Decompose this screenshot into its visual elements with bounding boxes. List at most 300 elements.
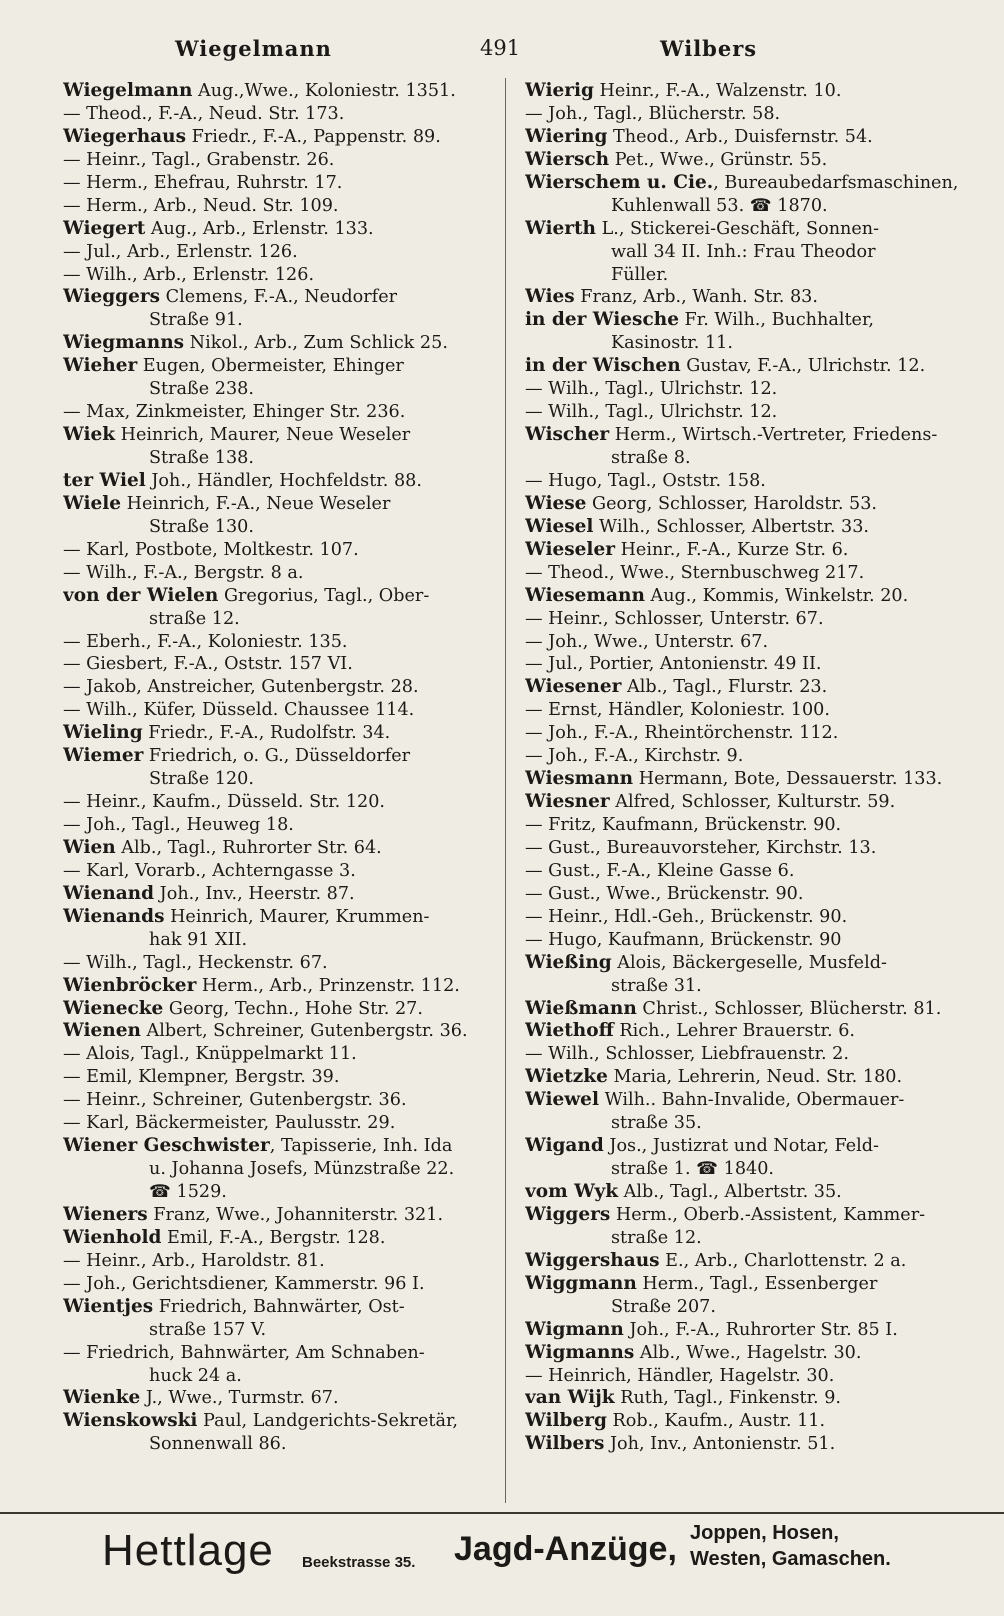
entry-details: J., Wwe., Turmstr. 67. <box>140 1388 339 1409</box>
directory-entry-line <box>525 1089 965 1112</box>
entry-details: — Herm., Ehefrau, Ruhrstr. 17. <box>63 172 343 193</box>
directory-entry-line <box>525 699 965 722</box>
directory-entry-line <box>63 1227 505 1250</box>
entry-surname: in der Wischen <box>525 355 681 377</box>
directory-entry-line <box>63 631 505 654</box>
directory-entry-line <box>525 126 965 149</box>
entry-surname: Wien <box>63 836 116 858</box>
entry-details: — Giesbert, F.-A., Oststr. 157 VI. <box>63 654 353 675</box>
entry-details: — Jul., Portier, Antonienstr. 49 II. <box>525 654 822 675</box>
directory-entry-line <box>63 539 505 562</box>
entry-details: — Wilh., Arb., Erlenstr. 126. <box>63 264 315 285</box>
entry-details: Aug., Arb., Erlenstr. 133. <box>145 218 374 239</box>
directory-entry-line <box>525 286 965 309</box>
directory-entry-line <box>525 378 965 401</box>
entry-details: Theod., Arb., Duisfernstr. 54. <box>607 126 873 147</box>
entry-surname: Wiggmann <box>525 1272 637 1294</box>
directory-entry-line <box>525 447 965 470</box>
entry-details: — Gust., F.-A., Kleine Gasse 6. <box>525 860 795 881</box>
directory-entry-line <box>63 241 505 264</box>
ad-main-text: Jagd-Anzüge, <box>454 1530 677 1568</box>
entry-details: Joh., Händler, Hochfeldstr. 88. <box>145 470 422 491</box>
directory-entry-line <box>63 929 505 952</box>
entry-details: wall 34 II. Inh.: Frau Theodor <box>611 241 876 262</box>
entry-details: Albert, Schreiner, Gutenbergstr. 36. <box>140 1021 468 1042</box>
directory-entry-line <box>63 1365 505 1388</box>
directory-entry-line <box>63 1181 505 1204</box>
entry-surname: Wierschem u. Cie. <box>525 171 714 193</box>
entry-details: E., Arb., Charlottenstr. 2 a. <box>659 1250 907 1271</box>
directory-entry-line <box>63 608 505 631</box>
entry-details: — Heinr., Schreiner, Gutenbergstr. 36. <box>63 1090 407 1111</box>
entry-details: Gustav, F.-A., Ulrichstr. 12. <box>680 356 926 377</box>
entry-surname: Wiegerhaus <box>63 125 187 147</box>
page-header <box>0 32 1004 68</box>
directory-entry-line <box>525 722 965 745</box>
directory-entry-line <box>525 631 965 654</box>
directory-entry-line <box>63 1410 505 1433</box>
entry-details: Kasinostr. 11. <box>611 333 733 354</box>
entry-details: — Karl, Bäckermeister, Paulusstr. 29. <box>63 1113 396 1134</box>
entry-details: — Joh., Tagl., Blücherstr. 58. <box>525 103 781 124</box>
entry-details: straße 31. <box>611 975 702 996</box>
entry-surname: Wies <box>525 286 575 308</box>
entry-details: — Gust., Bureauvorsteher, Kirchstr. 13. <box>525 837 877 858</box>
directory-entry-line <box>63 768 505 791</box>
entry-details: Aug., Kommis, Winkelstr. 20. <box>644 585 909 606</box>
entry-surname: Wiethoff <box>525 1020 614 1042</box>
entry-details: Füller. <box>611 264 669 285</box>
directory-entry-line <box>525 493 965 516</box>
directory-entry-line <box>525 768 965 791</box>
entry-surname: Wiesmann <box>525 768 634 790</box>
entry-surname: Wiesemann <box>525 584 645 606</box>
entry-details: Alb., Tagl., Flurstr. 23. <box>621 677 828 698</box>
directory-entry-line <box>63 378 505 401</box>
directory-entry-line <box>525 218 965 241</box>
directory-entry-line <box>525 1227 965 1250</box>
entry-surname: Wienhold <box>63 1226 162 1248</box>
left-column <box>63 80 505 1456</box>
entry-details: — Eberh., F.-A., Koloniestr. 135. <box>63 631 348 652</box>
directory-entry-line <box>63 952 505 975</box>
directory-entry-line <box>525 1296 965 1319</box>
directory-entry-line <box>63 1158 505 1181</box>
directory-entry-line <box>525 1158 965 1181</box>
ad-address: Beekstrasse 35. <box>302 1554 416 1571</box>
entry-details: hak 91 XII. <box>149 929 248 950</box>
page-number: 491 <box>480 36 521 60</box>
entry-surname: Wilberg <box>525 1410 607 1432</box>
directory-entry-line <box>525 195 965 218</box>
directory-entry-line <box>63 860 505 883</box>
entry-details: Maria, Lehrerin, Neud. Str. 180. <box>607 1067 903 1088</box>
directory-entry-line <box>63 264 505 287</box>
entry-surname: Wieher <box>63 355 138 377</box>
directory-entry-line <box>63 998 505 1021</box>
entry-surname: Wiersch <box>525 148 610 170</box>
directory-entry-line <box>63 676 505 699</box>
directory-entry-line <box>525 975 965 998</box>
entry-surname: Wiggershaus <box>525 1249 660 1271</box>
entry-details: Emil, F.-A., Bergstr. 128. <box>161 1227 386 1248</box>
entry-surname: Wienbröcker <box>63 974 197 996</box>
entry-surname: Wießmann <box>525 997 637 1019</box>
entry-details: — Heinrich, Händler, Hagelstr. 30. <box>525 1365 835 1386</box>
entry-surname: Wierig <box>525 80 594 101</box>
directory-entry-line <box>525 906 965 929</box>
directory-entry-line <box>63 1319 505 1342</box>
directory-entry-line <box>63 401 505 424</box>
directory-entry-line <box>63 1089 505 1112</box>
directory-entry-line <box>63 585 505 608</box>
directory-entry-line <box>63 837 505 860</box>
directory-entry-line <box>63 562 505 585</box>
entry-surname: Wienecke <box>63 997 164 1019</box>
directory-entry-line <box>63 195 505 218</box>
entry-details: Hermann, Bote, Dessauerstr. 133. <box>633 769 943 790</box>
directory-entry-line <box>63 906 505 929</box>
entry-details: Heinrich, F.-A., Neue Weseler <box>121 493 391 514</box>
entry-details: Rob., Kaufm., Austr. 11. <box>606 1411 826 1432</box>
entry-details: — Gust., Wwe., Brückenstr. 90. <box>525 883 804 904</box>
directory-entry-line <box>525 929 965 952</box>
ad-items-line-2: Westen, Gamaschen. <box>690 1548 891 1570</box>
directory-entry-line <box>525 608 965 631</box>
entry-details: Wilh.. Bahn-Invalide, Obermauer- <box>598 1090 905 1111</box>
entry-surname: Wiese <box>525 492 587 514</box>
entry-details: — Ernst, Händler, Koloniestr. 100. <box>525 700 830 721</box>
header-right-keyword: Wilbers <box>660 36 758 61</box>
directory-entry-line <box>525 1433 965 1456</box>
entry-surname: Wieggers <box>63 286 161 308</box>
directory-entry-line <box>525 149 965 172</box>
entry-details: — Wilh., Tagl., Ulrichstr. 12. <box>525 379 778 400</box>
directory-entry-line <box>63 80 505 103</box>
entry-details: — Heinr., Arb., Haroldstr. 81. <box>63 1250 325 1271</box>
entry-details: Friedr., F.-A., Rudolfstr. 34. <box>142 723 391 744</box>
entry-surname: Wiggers <box>525 1203 611 1225</box>
entry-details: Wilh., Schlosser, Albertstr. 33. <box>593 516 870 537</box>
entry-details: Georg, Techn., Hohe Str. 27. <box>163 998 423 1019</box>
entry-details: — Wilh., F.-A., Bergstr. 8 a. <box>63 562 304 583</box>
entry-details: straße 1. ☎ 1840. <box>611 1159 775 1180</box>
entry-surname: Wiemer <box>63 745 144 767</box>
entry-details: Herm., Oberb.-Assistent, Kammer- <box>610 1204 926 1225</box>
entry-details: — Heinr., Hdl.-Geh., Brückenstr. 90. <box>525 906 848 927</box>
entry-details: Herm., Wirtsch.-Vertreter, Friedens- <box>609 425 938 446</box>
directory-entry-line <box>63 1250 505 1273</box>
directory-entry-line <box>525 745 965 768</box>
entry-surname: Wiesel <box>525 515 594 537</box>
directory-entry-line <box>63 103 505 126</box>
directory-entry-line <box>63 814 505 837</box>
entry-surname: von der Wielen <box>63 584 219 606</box>
directory-entry-line <box>525 791 965 814</box>
entry-details: — Wilh., Schlosser, Liebfrauenstr. 2. <box>525 1044 849 1065</box>
entry-details: Friedrich, o. G., Düsseldorfer <box>143 746 411 767</box>
entry-details: Straße 238. <box>149 379 254 400</box>
entry-details: Herm., Tagl., Essenberger <box>636 1273 878 1294</box>
directory-entry-line <box>525 264 965 287</box>
directory-entry-line <box>525 172 965 195</box>
directory-entry-line <box>63 653 505 676</box>
advertisement-footer <box>0 1512 1004 1594</box>
entry-details: — Jul., Arb., Erlenstr. 126. <box>63 241 298 262</box>
entry-details: Straße 207. <box>611 1296 716 1317</box>
directory-entry-line <box>525 1066 965 1089</box>
entry-surname: Wierth <box>525 217 596 239</box>
entry-details: — Joh., F.-A., Kirchstr. 9. <box>525 746 744 767</box>
entry-details: — Hugo, Kaufmann, Brückenstr. 90 <box>525 929 842 950</box>
entry-details: — Wilh., Tagl., Ulrichstr. 12. <box>525 402 778 423</box>
entry-details: Pet., Wwe., Grünstr. 55. <box>609 149 828 170</box>
directory-entry-line <box>63 1135 505 1158</box>
entry-details: Heinr., F.-A., Kurze Str. 6. <box>614 539 849 560</box>
entry-surname: Wientjes <box>63 1295 154 1317</box>
right-column <box>525 80 965 1456</box>
directory-entry-line <box>63 1433 505 1456</box>
directory-entry-line <box>525 653 965 676</box>
directory-entry-line <box>63 470 505 493</box>
directory-entry-line <box>525 837 965 860</box>
entry-surname: Wigmann <box>525 1318 624 1340</box>
entry-details: L., Stickerei-Geschäft, Sonnen- <box>596 218 880 239</box>
entry-surname: van Wijk <box>525 1387 615 1409</box>
directory-entry-line <box>63 355 505 378</box>
entry-surname: vom Wyk <box>525 1181 619 1202</box>
entry-details: Franz, Wwe., Johanniterstr. 321. <box>147 1204 444 1225</box>
entry-details: Kuhlenwall 53. ☎ 1870. <box>611 195 828 216</box>
entry-surname: in der Wiesche <box>525 309 679 331</box>
entry-details: Friedrich, Bahnwärter, Ost- <box>153 1296 405 1317</box>
entry-details: — Joh., Wwe., Unterstr. 67. <box>525 631 769 652</box>
entry-details: Clemens, F.-A., Neudorfer <box>160 287 398 308</box>
entry-surname: Wiele <box>63 492 122 514</box>
directory-entry-line <box>63 424 505 447</box>
directory-entry-line <box>525 470 965 493</box>
entry-details: — Wilh., Tagl., Heckenstr. 67. <box>63 952 328 973</box>
entry-details: — Friedrich, Bahnwärter, Am Schnaben- <box>63 1342 425 1363</box>
entry-details: — Karl, Postbote, Moltkestr. 107. <box>63 539 359 560</box>
directory-entry-line <box>63 1020 505 1043</box>
entry-surname: Wiegmanns <box>63 332 185 354</box>
entry-details: Joh., Inv., Heerstr. 87. <box>154 883 355 904</box>
entry-surname: Wienskowski <box>63 1410 198 1432</box>
entry-details: huck 24 a. <box>149 1365 242 1386</box>
entry-details: Straße 138. <box>149 448 254 468</box>
directory-entry-line <box>63 1112 505 1135</box>
entry-surname: Wieseler <box>525 538 615 560</box>
entry-details: — Heinr., Tagl., Grabenstr. 26. <box>63 149 335 170</box>
directory-entry-line <box>525 355 965 378</box>
entry-details: — Karl, Vorarb., Achterngasse 3. <box>63 860 356 881</box>
entry-details: Alois, Bäckergeselle, Musfeld- <box>611 952 887 973</box>
entry-details: straße 12. <box>611 1227 702 1248</box>
directory-entry-line <box>525 998 965 1021</box>
entry-details: Joh, Inv., Antonienstr. 51. <box>604 1434 836 1455</box>
entry-details: , Tapisserie, Inh. Ida <box>269 1136 453 1157</box>
directory-entry-line <box>63 975 505 998</box>
entry-details: — Theod., F.-A., Neud. Str. 173. <box>63 103 345 124</box>
entry-details: — Emil, Klempner, Bergstr. 39. <box>63 1067 340 1088</box>
entry-details: , Bureaubedarfsmaschinen, <box>713 172 959 193</box>
entry-details: Franz, Arb., Wanh. Str. 83. <box>574 287 818 308</box>
directory-entry-line <box>525 1181 965 1204</box>
entry-details: straße 35. <box>611 1113 702 1134</box>
entry-details: Aug.,Wwe., Koloniestr. 1351. <box>192 81 456 101</box>
directory-entry-line <box>63 1273 505 1296</box>
entry-details: Nikol., Arb., Zum Schlick 25. <box>184 333 448 354</box>
entry-details: — Joh., F.-A., Rheintörchenstr. 112. <box>525 723 839 744</box>
entry-details: Alb., Tagl., Albertstr. 35. <box>618 1182 842 1202</box>
entry-surname: Wischer <box>525 424 610 446</box>
directory-entry-line <box>525 585 965 608</box>
entry-surname: Wiesener <box>525 676 622 698</box>
entry-details: Straße 130. <box>149 516 254 537</box>
directory-entry-line <box>63 493 505 516</box>
directory-entry-line <box>63 791 505 814</box>
entry-details: Rich., Lehrer Brauerstr. 6. <box>613 1021 855 1042</box>
entry-surname: Wieners <box>63 1203 148 1225</box>
directory-entry-line <box>63 1342 505 1365</box>
entry-surname: Wienen <box>63 1020 141 1042</box>
directory-entry-line <box>525 814 965 837</box>
entry-details: — Hugo, Tagl., Oststr. 158. <box>525 470 766 491</box>
directory-entry-line <box>525 1273 965 1296</box>
entry-surname: Wiewel <box>525 1089 599 1111</box>
directory-entry-line <box>63 699 505 722</box>
directory-entry-line <box>525 332 965 355</box>
header-left-keyword: Wiegelmann <box>175 36 332 61</box>
directory-entry-line <box>63 1387 505 1410</box>
entry-surname: Wießing <box>525 951 612 973</box>
directory-entry-line <box>525 241 965 264</box>
directory-entry-line <box>63 447 505 470</box>
directory-entry-line <box>63 149 505 172</box>
entry-surname: Wiegert <box>63 217 146 239</box>
directory-entry-line <box>525 1112 965 1135</box>
entry-details: Sonnenwall 86. <box>149 1434 287 1455</box>
directory-entry-line <box>63 1204 505 1227</box>
entry-details: — Heinr., Schlosser, Unterstr. 67. <box>525 608 824 629</box>
entry-surname: Wiek <box>63 424 116 446</box>
entry-details: — Joh., Gerichtsdiener, Kammerstr. 96 I. <box>63 1273 425 1294</box>
directory-entry-line <box>525 309 965 332</box>
entry-details: Straße 91. <box>149 310 243 331</box>
entry-details: Alb., Tagl., Ruhrorter Str. 64. <box>115 837 382 858</box>
directory-entry-line <box>525 1342 965 1365</box>
entry-surname: Wienands <box>63 905 165 927</box>
entry-details: Herm., Arb., Prinzenstr. 112. <box>196 975 460 996</box>
directory-entry-line <box>63 1066 505 1089</box>
entry-surname: Wiering <box>525 125 608 147</box>
ad-brand: Hettlage <box>102 1526 274 1575</box>
entry-details: Alfred, Schlosser, Kulturstr. 59. <box>609 792 896 813</box>
directory-entry-line <box>525 80 965 103</box>
entry-details: Christ., Schlosser, Blücherstr. 81. <box>636 998 942 1019</box>
entry-surname: Wietzke <box>525 1066 608 1088</box>
entry-surname: Wiener Geschwister <box>63 1135 270 1157</box>
directory-entry-line <box>63 172 505 195</box>
entry-surname: Wigmanns <box>525 1341 635 1363</box>
directory-entry-line <box>525 103 965 126</box>
entry-surname: Wieling <box>63 722 143 744</box>
entry-details: straße 8. <box>611 448 691 468</box>
entry-details: — Theod., Wwe., Sternbuschweg 217. <box>525 562 865 583</box>
directory-entry-line <box>525 424 965 447</box>
directory-entry-line <box>525 1043 965 1066</box>
directory-entry-line <box>525 401 965 424</box>
directory-entry-line <box>63 218 505 241</box>
directory-entry-line <box>525 952 965 975</box>
directory-entry-line <box>525 860 965 883</box>
directory-entry-line <box>63 1043 505 1066</box>
directory-entry-line <box>63 722 505 745</box>
directory-entry-line <box>63 1296 505 1319</box>
directory-entry-line <box>525 1387 965 1410</box>
ad-items-line-1: Joppen, Hosen, <box>690 1522 839 1544</box>
entry-details: — Heinr., Kaufm., Düsseld. Str. 120. <box>63 792 386 813</box>
directory-entry-line <box>525 1135 965 1158</box>
entry-details: Georg, Schlosser, Haroldstr. 53. <box>586 493 877 514</box>
entry-details: Fr. Wilh., Buchhalter, <box>678 310 875 331</box>
directory-entry-line <box>525 516 965 539</box>
entry-details: — Fritz, Kaufmann, Brückenstr. 90. <box>525 815 842 835</box>
entry-details: Alb., Wwe., Hagelstr. 30. <box>634 1342 862 1363</box>
entry-surname: Wilbers <box>525 1433 605 1455</box>
entry-surname: ter Wiel <box>63 469 146 491</box>
entry-details: Paul, Landgerichts-Sekretär, <box>197 1411 459 1432</box>
entry-details: u. Johanna Josefs, Münzstraße 22. <box>149 1159 455 1180</box>
entry-details: straße 157 V. <box>149 1319 267 1340</box>
directory-entry-line <box>525 1204 965 1227</box>
entry-details: Gregorius, Tagl., Ober- <box>218 585 430 606</box>
entry-details: straße 12. <box>149 608 240 629</box>
entry-details: — Joh., Tagl., Heuweg 18. <box>63 815 294 835</box>
directory-entry-line <box>525 1250 965 1273</box>
entry-surname: Wigand <box>525 1135 604 1157</box>
directory-entry-line <box>525 1365 965 1388</box>
entry-surname: Wienke <box>63 1387 141 1409</box>
directory-entry-line <box>63 332 505 355</box>
directory-entry-line <box>525 562 965 585</box>
directory-entry-line <box>525 676 965 699</box>
entry-details: Straße 120. <box>149 769 254 790</box>
entry-details: — Max, Zinkmeister, Ehinger Str. 236. <box>63 402 406 423</box>
directory-entry-line <box>525 1410 965 1433</box>
entry-surname: Wiegelmann <box>63 80 193 101</box>
directory-entry-line <box>525 539 965 562</box>
directory-entry-line <box>63 286 505 309</box>
directory-entry-line <box>63 516 505 539</box>
entry-details: — Wilh., Küfer, Düsseld. Chaussee 114. <box>63 700 415 721</box>
entry-surname: Wiesner <box>525 791 610 813</box>
entry-surname: Wienand <box>63 882 155 904</box>
entry-details: Joh., F.-A., Ruhrorter Str. 85 I. <box>623 1319 898 1340</box>
directory-entry-line <box>63 745 505 768</box>
entry-details: Heinrich, Maurer, Krummen- <box>164 906 430 927</box>
entry-details: Friedr., F.-A., Pappenstr. 89. <box>186 126 441 147</box>
entry-details: — Herm., Arb., Neud. Str. 109. <box>63 195 339 216</box>
directory-entry-line <box>525 883 965 906</box>
directory-entry-line <box>63 126 505 149</box>
entry-details: — Jakob, Anstreicher, Gutenbergstr. 28. <box>63 677 419 698</box>
directory-entry-line <box>525 1020 965 1043</box>
directory-entry-line <box>63 309 505 332</box>
directory-entry-line <box>525 1319 965 1342</box>
directory-entry-line <box>63 883 505 906</box>
